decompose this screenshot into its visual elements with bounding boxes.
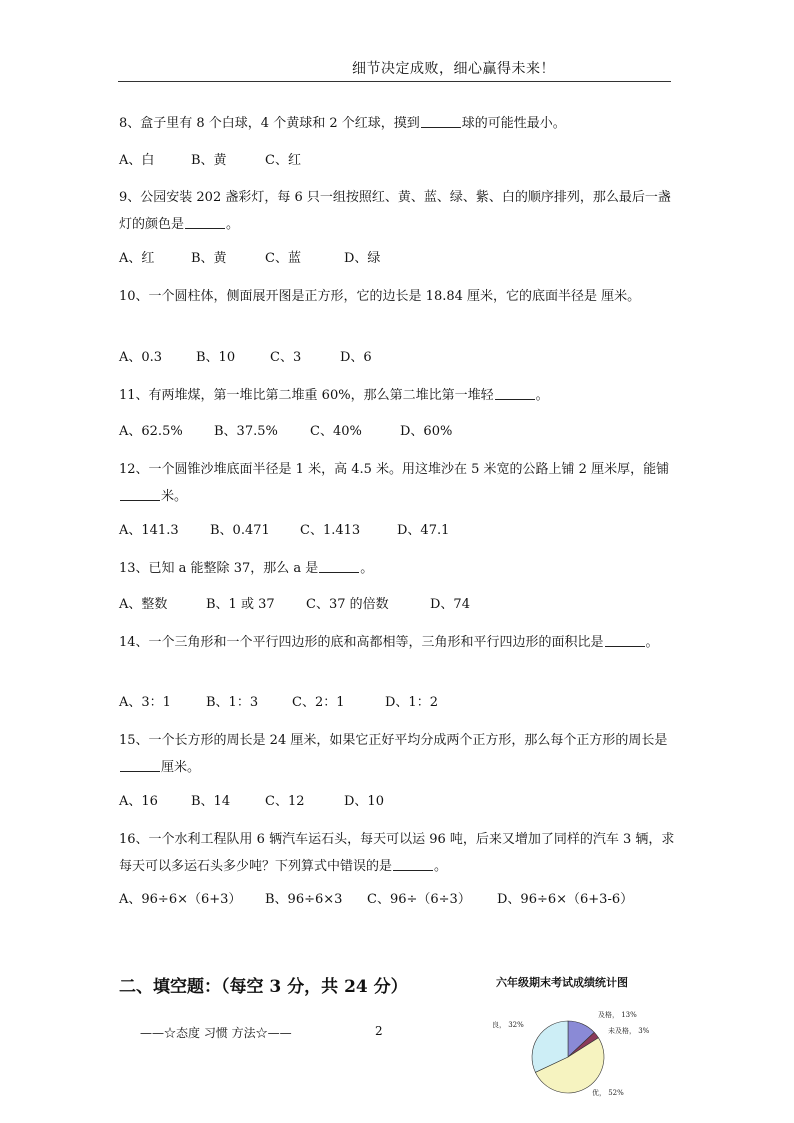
pie-slice-label: 未及格， 3% [608,1027,650,1035]
question-16-text: 16、一个水利工程队用 6 辆汽车运石头，每天可以运 96 吨，后来又增加了同样的汽车 3 辆，求每天可以多运石头多少吨？下列算式中错误的是 [119,832,675,874]
option-c: C、蓝 [265,251,301,266]
answer-blank [495,385,535,400]
footer-motto: ——☆态度 习惯 方法☆—— [140,1026,292,1040]
option-c: C、2：1 [292,695,345,710]
option-a: A、红 [119,251,155,266]
question-15 [119,727,677,781]
option-c: C、37 的倍数 [306,597,389,612]
question-10 [119,283,677,310]
option-d: D、47.1 [397,523,450,538]
pie-slice-label: 及格， 13% [598,1011,637,1019]
option-c: C、12 [265,794,305,809]
option-a: A、整数 [119,597,168,612]
question-8 [119,110,677,137]
option-b: B、37.5% [214,424,278,439]
option-a: A、16 [119,794,158,809]
question-12 [119,456,677,510]
pie-chart [470,995,650,1105]
answer-blank [393,856,433,871]
option-c: C、1.413 [300,523,361,538]
question-13-text: 13、已知 a 能整除 37，那么 a 是 [119,561,319,576]
question-11-text-end: 。 [535,388,549,403]
option-d: D、1：2 [385,695,438,710]
question-15-text-end: 厘米。 [161,760,201,775]
question-14-text-end: 。 [645,635,659,650]
option-a: A、白 [119,153,155,168]
question-9-text: 9、公园安装 202 盏彩灯，每 6 只一组按照红、黄、蓝、绿、紫、白的顺序排列，那么最后一盏灯的颜色是 [119,190,671,232]
option-b: B、黄 [191,153,227,168]
header-divider [118,81,671,82]
option-b: B、10 [196,350,236,365]
option-a: A、3：1 [119,695,171,710]
option-b: B、14 [191,794,231,809]
question-13 [119,555,677,582]
option-b: B、1：3 [206,695,259,710]
question-12-text: 12、一个圆锥沙堆底面半径是 1 米，高 4.5 米。用这堆沙在 5 米宽的公路上铺 2 厘米厚，能铺 [119,462,670,477]
header-motto: 细节决定成败，细心赢得未来！ [352,61,555,77]
question-13-text-end: 。 [360,561,374,576]
option-a: A、96÷6×（6+3） [119,892,242,907]
option-d: D、96÷6×（6+3-6） [497,892,634,907]
question-11 [119,382,677,409]
answer-blank [421,113,461,128]
page-number: 2 [375,1024,383,1038]
question-14 [119,629,677,656]
answer-blank [185,214,225,229]
question-16 [119,826,677,880]
option-b: B、1 或 37 [206,597,275,612]
option-d: D、74 [430,597,470,612]
answer-blank [120,486,160,501]
question-8-text: 8、盒子里有 8 个白球，4 个黄球和 2 个红球，摸到 [119,116,420,131]
option-b: B、96÷6×3 [265,892,343,907]
pie-slice-label: 良， 32% [492,1021,524,1029]
question-10-text: 10、一个圆柱体，侧面展开图是正方形，它的边长是 18.84 厘米，它的底面半径是 厘米。 [119,289,641,304]
question-11-text: 11、有两堆煤，第一堆比第二堆重 60%，那么第二堆比第一堆轻 [119,388,494,403]
question-8-text-end: 球的可能性最小。 [461,116,566,131]
option-b: B、黄 [191,251,227,266]
answer-blank [120,757,160,772]
question-12-text-end: 米。 [161,489,188,504]
option-d: D、60% [400,424,453,439]
section-2-title: 二、填空题：（每空 3 分，共 24 分） [119,977,408,997]
pie-slice-label: 优， 52% [592,1089,624,1097]
question-16-text-end: 。 [434,859,448,874]
option-d: D、6 [340,350,372,365]
option-d: D、绿 [344,251,381,266]
option-d: D、10 [344,794,384,809]
option-c: C、红 [265,153,301,168]
answer-blank [319,558,359,573]
answer-blank [605,632,645,647]
option-c: C、3 [270,350,302,365]
option-a: A、141.3 [119,523,179,538]
question-9-text-end: 。 [226,217,240,232]
chart-title: 六年级期末考试成绩统计图 [496,976,628,989]
question-14-text: 14、一个三角形和一个平行四边形的底和高都相等，三角形和平行四边形的面积比是 [119,635,604,650]
question-15-text: 15、一个长方形的周长是 24 厘米，如果它正好平均分成两个正方形，那么每个正方形的周长是 [119,733,668,748]
option-c: C、96÷（6÷3） [367,892,471,907]
option-c: C、40% [310,424,362,439]
question-9 [119,184,677,238]
option-a: A、62.5% [119,424,183,439]
option-b: B、0.471 [210,523,270,538]
option-a: A、0.3 [119,350,163,365]
